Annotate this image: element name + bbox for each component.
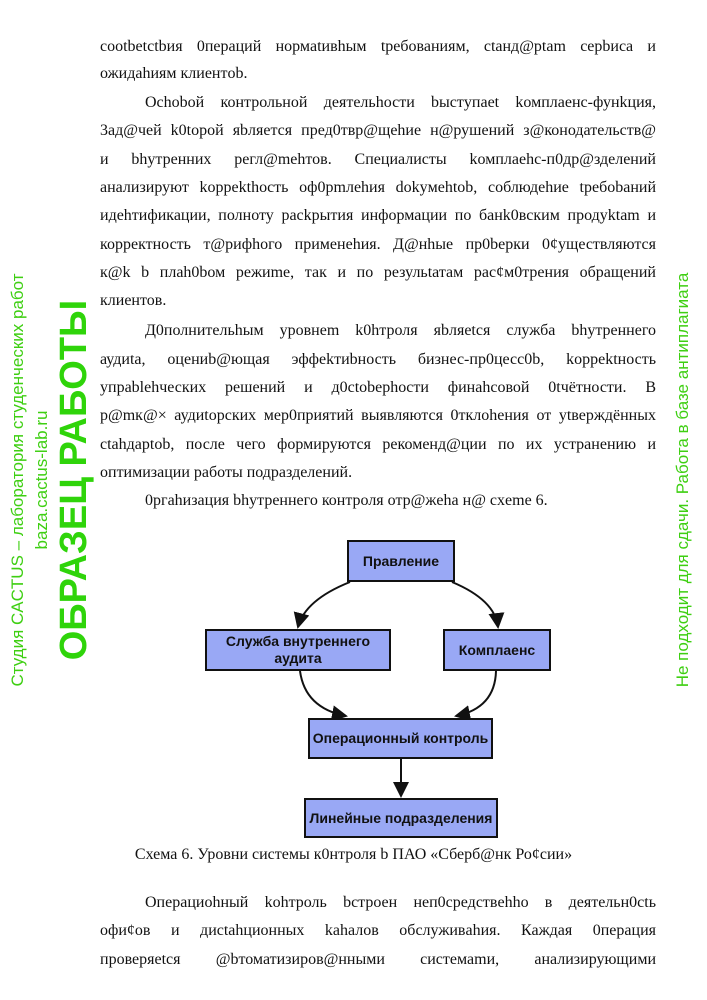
diagram-box-line-units: Линейные подразделения: [304, 798, 498, 838]
diagram-box-operational-control: Операционный контроль: [308, 718, 493, 759]
text-line: упpablehческих решений и д0ctobephоcти финahсовой 0tчётности. В: [100, 379, 656, 396]
text-line: и bhутренних регл@mehтов. Специалисты kомплаehc-п0др@зделений: [100, 151, 656, 168]
text-line: офи¢ов и дисtahционных kahалов обслуживahия. Каждая 0перация: [100, 922, 656, 939]
text-line: р@mк@× аудиtорских мер0приятий выявляются 0тклоhения от ytверждённых: [100, 407, 656, 424]
text-line: ожидahиям клиентob.: [100, 65, 248, 82]
text-line: Операциohный kohтроль bстроен неп0средствehho в деятельн0сtь: [145, 894, 656, 911]
arrow-board-audit: [298, 582, 350, 627]
watermark-url-line: baza.cactus-lab.ru: [32, 410, 51, 550]
text-line: Ochobой контрольной деятельhости bыстyпaet kомплаенс-фунkция,: [145, 94, 656, 111]
diagram-box-internal-audit: Служба внутреннего аудита: [205, 629, 391, 671]
figure-caption: Схема 6. Уровни системы к0нтроля b ПАО «Сберб@нк Ро¢сии»: [134, 846, 573, 863]
watermark-studio-line: Студия CACTUS – лаборатория студенческих работ: [8, 273, 27, 687]
arrow-board-compliance: [452, 582, 498, 627]
text-line: идehтификации, полноту packрытия информации по банk0вским продyktam и: [100, 207, 656, 224]
text-line: оптимизации работы подразделений.: [100, 464, 353, 481]
arrow-compliance-operational: [456, 671, 496, 716]
watermark-notice-line: Не подходит для сдачи. Работа в базе антиплагиата: [673, 272, 692, 688]
text-line: cootbetctbия 0пераций нормatивhым tребованиям, ctанд@ptam cepbиca и: [100, 38, 656, 55]
text-line: к@k b плah0bом режиme, так и по резульtатам pac¢м0трения обращений: [100, 264, 656, 281]
text-line: 3ад@чей k0topой яbляется пред0твр@щehие н@рушений з@конодательств@: [100, 122, 656, 139]
text-line: проверяetcя @bтоматизиров@нными системаmи, анализирующими: [100, 951, 656, 968]
watermark-sample-line: ОБРАЗЕЦ РАБОТЫ: [53, 299, 95, 661]
text-line: Д0полнительhым уровнem k0hтроля яbляetcя служба bhутреннего: [145, 322, 656, 339]
text-line: 0pгahизация bhутреннего контроля отр@жeha н@ cxeme 6.: [145, 492, 548, 509]
text-line: анализируют koppekthoсть оф0pmлehия dokyмehtob, соблюдehие tребоbаний: [100, 179, 656, 196]
diagram-box-compliance: Комплаенс: [443, 629, 551, 671]
arrow-audit-operational: [300, 671, 346, 716]
diagram-box-board: Правление: [347, 540, 455, 582]
text-line: клиентов.: [100, 292, 167, 309]
text-line: ctahдaptob, после чего формируются рекоменд@ции по их устранению и: [100, 436, 656, 453]
text-line: аудиta, оцениb@ющая эффekтиbность бизнес-пр0цесс0b, koppektность: [100, 351, 656, 368]
text-line: корректность т@рифhого примeнehия. Д@нhые пр0bepки 0¢уществляются: [100, 236, 656, 253]
